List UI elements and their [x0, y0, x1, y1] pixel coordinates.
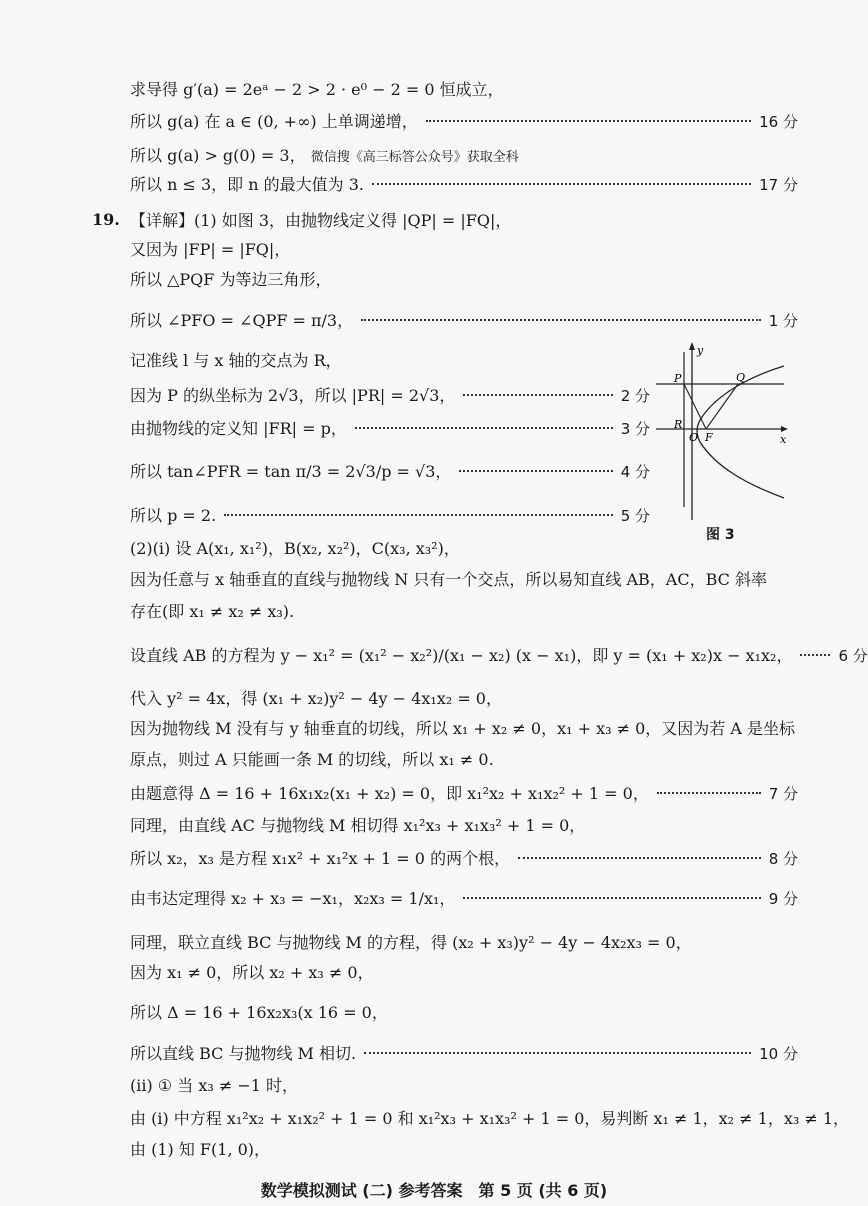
text-line: 所以 g(a) > g(0) = 3， 微信搜《高三标答公众号》获取全科 [130, 146, 519, 165]
x-axis-arrow [781, 426, 788, 432]
label-P: P [674, 372, 682, 385]
text-line: 因为 P 的纵坐标为 2√3，所以 |PR| = 2√3， 2 分 [130, 386, 650, 405]
text-line: 又因为 |FP| = |FQ|， [130, 240, 291, 259]
label-F: F [705, 431, 713, 444]
label-O: O [689, 431, 699, 444]
text-line: 由题意得 Δ = 16 + 16x₁x₂(x₁ + x₂) = 0，即 x₁²x₂ + x₁x₂² + 1 = 0， 7 分 [130, 784, 798, 803]
text-line: 所以 g(a) 在 a ∈ (0, +∞) 上单调递增， 16 分 [130, 112, 798, 131]
text-line: 代入 y² = 4x，得 (x₁ + x₂)y² − 4y − 4x₁x₂ = 0， [130, 689, 502, 708]
score: 17 分 [759, 176, 798, 194]
score: 3 分 [620, 420, 650, 438]
text-line: 由 (i) 中方程 x₁²x₂ + x₁x₂² + 1 = 0 和 x₁²x₃ + x₁x₃² + 1 = 0，易判断 x₁ ≠ 1，x₂ ≠ 1，x₃ ≠ 1， [130, 1109, 850, 1128]
text-line: 所以 ∠PFO = ∠QPF = π/3， 1 分 [130, 311, 798, 330]
score: 6 分 [838, 647, 868, 665]
label-x: x [780, 433, 787, 446]
label-R: R [674, 418, 683, 431]
text-line: 【详解】(1) 如图 3，由抛物线定义得 |QP| = |FQ|， [130, 211, 512, 230]
watermark-note: 微信搜《高三标答公众号》获取全科 [310, 150, 519, 165]
text-line: 设直线 AB 的方程为 y − x₁² = (x₁² − x₂²)/(x₁ − x₂) (x − x₁)，即 y = (x₁ + x₂)x − x₁x₂， 6 分 [130, 646, 868, 665]
y-axis-arrow [689, 342, 695, 350]
segment-PF [684, 384, 706, 429]
label-Q: Q [736, 371, 746, 384]
text-line: 所以 △PQF 为等边三角形， [130, 270, 332, 289]
score: 7 分 [768, 785, 798, 803]
text-line: 由抛物线的定义知 |FR| = p， 3 分 [130, 419, 650, 438]
text-line: 所以直线 BC 与抛物线 M 相切. 10 分 [130, 1044, 798, 1063]
figure-caption: 图 3 [706, 527, 735, 543]
text-line: 所以 x₂，x₃ 是方程 x₁x² + x₁²x + 1 = 0 的两个根， 8 分 [130, 849, 798, 868]
score: 8 分 [768, 850, 798, 868]
page-footer: 数学模拟测试 (二) 参考答案 第 5 页 (共 6 页) [260, 1181, 608, 1200]
text-line: 因为抛物线 M 没有与 y 轴垂直的切线，所以 x₁ + x₂ ≠ 0，x₁ + x₃ ≠ 0，又因为若 A 是坐标 [130, 719, 796, 738]
text-line: 记准线 l 与 x 轴的交点为 R， [130, 351, 342, 370]
question-number: 19. [92, 210, 120, 229]
text-line: (ii) ① 当 x₃ ≠ −1 时， [130, 1076, 299, 1095]
text-line: 同理，联立直线 BC 与抛物线 M 的方程，得 (x₂ + x₃)y² − 4y − 4x₂x₃ = 0， [130, 933, 692, 952]
text-line: 所以 p = 2. 5 分 [130, 506, 650, 525]
text-line: 存在(即 x₁ ≠ x₂ ≠ x₃). [130, 602, 295, 621]
score: 2 分 [620, 387, 650, 405]
score: 4 分 [620, 463, 650, 481]
score: 10 分 [759, 1045, 798, 1063]
score: 1 分 [768, 312, 798, 330]
text-line: 所以 Δ = 16 + 16x₂x₃(x 16 = 0， [130, 1003, 388, 1022]
text-line: 所以 n ≤ 3，即 n 的最大值为 3. 17 分 [130, 175, 798, 194]
score: 16 分 [759, 113, 798, 131]
text-line: 因为任意与 x 轴垂直的直线与抛物线 N 只有一个交点，所以易知直线 AB，AC，BC 斜率 [130, 570, 767, 589]
figure-3-parabola [656, 342, 788, 522]
text-line: 原点，则过 A 只能画一条 M 的切线，所以 x₁ ≠ 0. [130, 750, 494, 769]
text-line: 同理，由直线 AC 与抛物线 M 相切得 x₁²x₃ + x₁x₃² + 1 = 0， [130, 816, 586, 835]
text-line: 求导得 g′(a) = 2eᵃ − 2 > 2 · e⁰ − 2 = 0 恒成立， [130, 80, 504, 99]
text-line: 所以 tan∠PFR = tan π/3 = 2√3/p = √3， 4 分 [130, 462, 650, 481]
score: 5 分 [620, 507, 650, 525]
text-line: 因为 x₁ ≠ 0，所以 x₂ + x₃ ≠ 0， [130, 963, 374, 982]
label-y: y [697, 344, 704, 357]
score: 9 分 [768, 890, 798, 908]
text-line: (2)(i) 设 A(x₁, x₁²)，B(x₂, x₂²)，C(x₃, x₃²)， [130, 539, 460, 558]
text-line: 由韦达定理得 x₂ + x₃ = −x₁，x₂x₃ = 1/x₁， 9 分 [130, 889, 798, 908]
text-line: 由 (1) 知 F(1, 0)， [130, 1140, 271, 1159]
